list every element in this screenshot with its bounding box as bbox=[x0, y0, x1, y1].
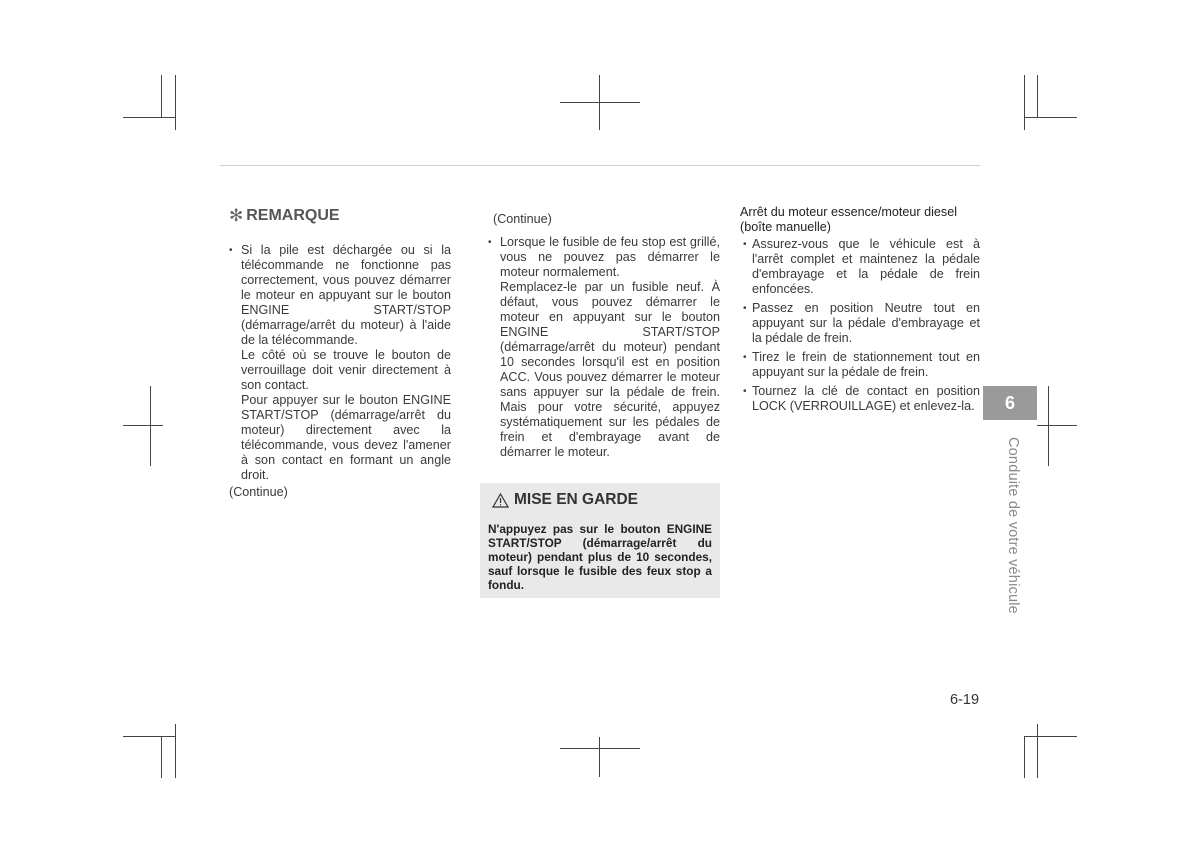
list-item: • Passez en position Neutre tout en appuyant sur la pédale d'embrayage et la pédale de frein. bbox=[740, 301, 980, 346]
warning-heading bbox=[492, 491, 638, 509]
middle-paragraph: Remplacez-le par un fusible neuf. À défaut, vous pouvez démarrer le moteur en appuyant sur le bouton ENGINE START/STOP (démarrage/arrêt du moteur) pendant 10 secondes lorsqu'il est en position ACC. Vous pouvez démarrer le moteur sans appuyer sur la pédale de frein. Mais pour votre sécurité, appuyez systématiquement sur les pédales de frein et d'embrayage avant de démarrer le moteur. bbox=[500, 280, 720, 459]
crop-mark bbox=[1048, 386, 1049, 466]
warning-title: MISE EN GARDE bbox=[514, 491, 639, 508]
right-section bbox=[740, 205, 980, 418]
crop-mark bbox=[560, 748, 640, 749]
crop-mark bbox=[150, 386, 151, 466]
note-list bbox=[229, 243, 451, 483]
warning-box bbox=[480, 483, 720, 598]
middle-section bbox=[480, 212, 720, 460]
crop-mark bbox=[1024, 736, 1077, 737]
crop-mark bbox=[1037, 75, 1038, 117]
crop-mark bbox=[1024, 117, 1077, 118]
continue-label: (Continue) bbox=[229, 485, 288, 499]
page-number: 6-19 bbox=[950, 692, 980, 708]
crop-mark bbox=[175, 724, 176, 778]
crop-mark bbox=[123, 736, 175, 737]
warning-text: N'appuyez pas sur le bouton ENGINE START/STOP (démarrage/arrêt du moteur) pendant plus de 10 secondes, sauf lorsque le fusible des feux stop a fondu. bbox=[488, 522, 712, 592]
asterisk-icon: ✻ bbox=[229, 206, 244, 225]
crop-mark bbox=[175, 75, 176, 130]
crop-mark bbox=[599, 737, 600, 777]
note-paragraph: Pour appuyer sur le bouton ENGINE START/STOP (démarrage/arrêt du moteur) directement avec la télécommande, vous devez l'amener à son contact en formant un angle droit. bbox=[241, 393, 451, 482]
crop-mark bbox=[1024, 736, 1025, 778]
warning-triangle-icon bbox=[492, 493, 509, 508]
list-item bbox=[229, 243, 451, 483]
chapter-tab: 6 bbox=[983, 386, 1037, 420]
note-paragraph: • Si la pile est déchargée ou si la télécommande ne fonctionne pas correctement, vous pouvez démarrer le moteur en appuyant sur le bouton ENGINE START/STOP (démarrage/arrêt du moteur) à l'aide de la télécommande. bbox=[241, 243, 451, 347]
note-heading bbox=[229, 208, 451, 223]
crop-mark bbox=[1024, 75, 1025, 130]
crop-mark bbox=[123, 425, 163, 426]
crop-mark bbox=[560, 102, 640, 103]
crop-mark bbox=[1037, 425, 1077, 426]
note-title: REMARQUE bbox=[246, 207, 340, 224]
crop-mark bbox=[1037, 724, 1038, 778]
middle-paragraph: • Lorsque le fusible de feu stop est grillé, vous ne pouvez pas démarrer le moteur normalement. bbox=[500, 235, 720, 279]
header-rule bbox=[220, 165, 980, 166]
chapter-title: Conduite de votre véhicule bbox=[1005, 437, 1021, 614]
list-item: • Assurez-vous que le véhicule est à l'arrêt complet et maintenez la pédale d'embrayage et la pédale de frein enfoncées. bbox=[740, 237, 980, 297]
crop-mark bbox=[161, 736, 162, 778]
list-item: • Tournez la clé de contact en position LOCK (VERROUILLAGE) et enlevez-la. bbox=[740, 384, 980, 414]
middle-list bbox=[480, 235, 720, 460]
note-paragraph: Le côté où se trouve le bouton de verrouillage doit venir directement à son contact. bbox=[241, 348, 451, 392]
procedure-list bbox=[740, 237, 980, 414]
continued-label: (Continue) bbox=[493, 212, 552, 226]
crop-mark bbox=[161, 75, 162, 117]
crop-mark bbox=[123, 117, 175, 118]
list-item: • Tirez le frein de stationnement tout en appuyant sur la pédale de frein. bbox=[740, 350, 980, 380]
section-heading: Arrêt du moteur essence/moteur diesel (boîte manuelle) bbox=[740, 205, 957, 234]
note-section bbox=[229, 208, 451, 500]
list-item bbox=[480, 235, 720, 460]
